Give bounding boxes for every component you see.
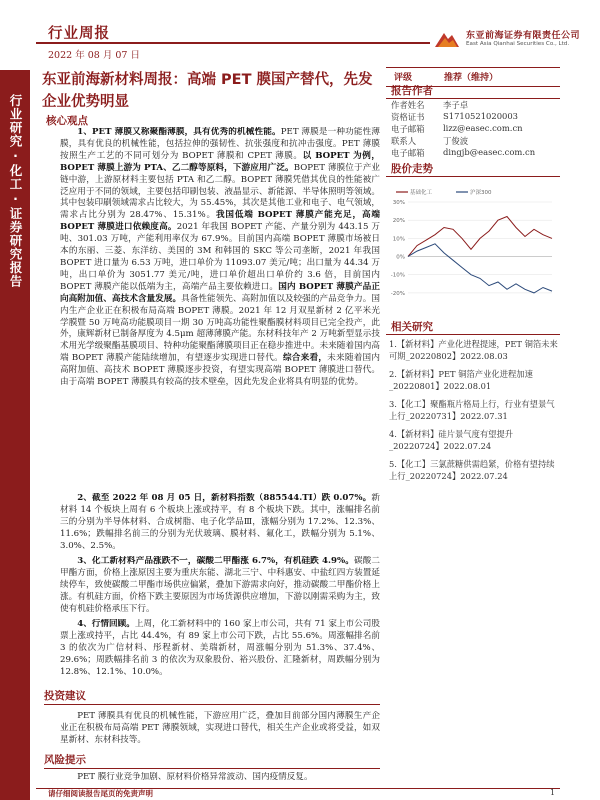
author-row xyxy=(391,135,469,147)
page-number: 1 xyxy=(550,788,556,797)
chart-series-line xyxy=(408,244,552,293)
header-rule xyxy=(36,42,430,44)
sidebar xyxy=(0,70,30,800)
invest-rule xyxy=(44,704,380,705)
rating-label: 评级 xyxy=(394,73,413,83)
chart-y-tick-label: -20% xyxy=(390,290,405,297)
chart-rule xyxy=(386,176,560,177)
p1-lead-b: 以 BOPET 为例，BOPET 薄膜上游为 PTA、乙二醇等原料，下游应用广泛。 xyxy=(60,150,380,173)
author-row-key: 电子邮箱 xyxy=(391,148,425,158)
author-row-key: 资格证书 xyxy=(391,112,425,122)
stock-price-chart xyxy=(386,180,560,315)
legend-label-1: 基础化工 xyxy=(410,190,433,196)
paragraph-4 xyxy=(60,619,380,681)
p1-text-c: BOPET 薄膜位于产业链中游，上游原材料主要包括 PTA 和乙二醇。BOPET 薄膜凭借其优良的性能被广泛应用于不同的领域，主要包括印刷包装、液晶显示、新能源、半导体照明等领域。其中包装印刷领域需求占比较大，为 55.45%，其次是其他工业和电子、电气领域，需求占比分别为 28.47%、15.31%。 xyxy=(60,162,380,221)
author-row xyxy=(391,99,469,111)
report-title: 东亚前海新材料周报：高端 PET 膜国产替代，先发企业优势明显 xyxy=(42,72,373,110)
authors-heading: 报告作者 xyxy=(391,85,433,97)
chart-y-ticks xyxy=(391,200,405,297)
p1-text-a: PET 薄膜是一种功能性薄膜，具有优良的机械性能，包括拉伸的强韧性、抗张强度和抗冲击强度。PET 薄膜按照生产工艺的不同可划分为 BOPET 薄膜和 CPET 薄膜。 xyxy=(60,127,380,161)
author-row-key: 作者姓名 xyxy=(391,100,425,110)
author-row xyxy=(391,123,523,135)
p1-text-g: 具备性能领先、高附加值以及较强的产品竞争力。国内生产企业正在积极布局高端 BOPET 薄膜。2021 年 12 月双星新材 2 亿平米光学膜暨 50 万吨高功能膜项目一期 30 万吨高功能性聚酯膜材料项目已完全投产，此外，康辉新材已制备厚度为 4.5μm 超薄薄膜产能。东材科技年产 2 万吨新型显示技术用光学级聚酯基膜项目、特种功能聚酯薄膜项目正在稳步推进中。未来随着国内高端 BOPET 薄膜产能陆续增加，有望逐步实现进口替代。 xyxy=(60,293,380,364)
author-email-link[interactable]: dingjb@easec.com.cn xyxy=(443,147,536,157)
company-name-cn: 东亚前海证券有限责任公司 xyxy=(466,31,581,41)
section-core-heading: 核心观点 xyxy=(46,115,88,127)
p1-text-e: 2021 年我国 BOPET 产能、产量分别为 443.15 万吨、301.03 万吨，产能利用率仅为 67.9%。目前国内高端 BOPET 薄膜市场被日本的东丽、三菱、东洋纺、美国的 3M 和韩国的 SKC 等公司垄断，2021 年我国 BOPET 进口量为 6.53 万吨，进口单价为 11093.07 美元/吨；出口量为 44.34 万吨，出口单价为 3051.77 美元/吨，进口单价超出口单价约 3.6 倍，目前国内 BOPET 薄膜产能以低端为主，高端产品主要依赖进口。 xyxy=(60,222,380,292)
invest-paragraph: PET 薄膜具有优良的机械性能，下游应用广泛，叠加目前部分国内薄膜生产企业正在积极布局高端 PET 薄膜领域，实现进口替代，相关生产企业或将受益，如双星新材、东材科技等。 xyxy=(60,711,380,745)
related-rule xyxy=(386,334,560,335)
company-logo-icon xyxy=(432,29,462,51)
chart-series xyxy=(408,217,552,293)
legend-label-2: 沪深300 xyxy=(470,190,492,196)
p4-lead: 4、行情回顾。 xyxy=(77,619,135,629)
section-invest-heading: 投资建议 xyxy=(44,690,86,702)
rating-value: 推荐（维持） xyxy=(444,73,499,83)
sidebar-label: 行业研究·化工·证券研究报告 xyxy=(8,94,23,288)
related-heading: 相关研究 xyxy=(391,321,433,333)
related-link[interactable]: 1.【新材料】产业化进程提速，PET 铜箔未来可期_20220802】2022.08.03 xyxy=(389,339,558,361)
p1-lead-h: 综合来看， xyxy=(282,353,328,364)
chart-grid xyxy=(408,202,552,293)
chart-y-tick-label: 30% xyxy=(392,200,405,206)
chart-y-tick-label: 10% xyxy=(392,236,405,243)
chart-y-tick-label: -10% xyxy=(390,272,405,279)
risk-rule xyxy=(44,768,380,769)
paragraph-1 xyxy=(60,127,380,492)
related-link[interactable]: 5.【化工】三氯蔗糖供需趋紧，价格有望持续上行_20220724】2022.07.24 xyxy=(389,459,555,481)
chart-y-tick-label: 0% xyxy=(396,254,405,261)
header-title: 行业周报 xyxy=(48,26,110,42)
paragraph-3 xyxy=(60,556,380,618)
company-name-en: East Asia Qianhai Securities Co., Ltd. xyxy=(466,41,570,47)
p1-lead-d: 我国低端 BOPET 薄膜产能充足，高端 BOPET 薄膜进口依赖度高。 xyxy=(60,210,380,233)
disclaimer-note: 请仔细阅读报告尾页的免责声明 xyxy=(48,789,153,798)
chart-y-tick-label: 20% xyxy=(392,218,405,225)
p3-lead: 3、化工新材料产品涨跌不一，碳酸二甲酯涨 6.7%，有机硅跌 4.9%。 xyxy=(77,556,354,566)
p1-lead-f: 国内 BOPET 薄膜产品正向高附加值、高技术含量发展。 xyxy=(60,281,380,304)
related-link[interactable]: 4.【新材料】硅片景气度有望提升_20220724】2022.07.24 xyxy=(389,429,514,451)
author-row xyxy=(391,111,519,123)
author-row-value: 丁俊波 xyxy=(443,136,469,146)
author-row-key: 电子邮箱 xyxy=(391,124,425,134)
p2-lead: 2、截至 2022 年 08 月 05 日，新材料指数（885544.TI）跌 0.07%。 xyxy=(77,493,372,503)
paragraph-2 xyxy=(60,493,380,555)
author-row xyxy=(391,147,536,159)
author-email-link[interactable]: lizz@easec.com.cn xyxy=(443,123,523,133)
chart-legend xyxy=(396,188,492,196)
p1-text-i: 未来随着国内高附加值、高技术 BOPET 薄膜逐步投资，有望实现高端 BOPET 薄膜进口替代。由于高端 BOPET 薄膜具有较高的技术壁垒，因此先发企业将具有明显的优势。 xyxy=(60,353,380,388)
risk-paragraph: PET 膜行业竞争加剧、原材料价格异常波动、国内疫情反复。 xyxy=(77,772,313,782)
p1-lead: 1、PET 薄膜又称聚酯薄膜，具有优秀的机械性能。 xyxy=(77,127,281,137)
rating-top-rule xyxy=(386,67,560,68)
related-link[interactable]: 2.【新材料】PET 铜箔产业化进程加速_20220801】2022.08.01 xyxy=(389,369,533,391)
report-date: 2022 年 08 月 07 日 xyxy=(48,50,140,61)
author-row-key: 联系人 xyxy=(391,136,417,146)
p2-text: 新材料 14 个板块上周有 6 个板块上涨或持平，有 8 个板块下跌。其中，涨幅排名前三的分别为半导体材料、合成树脂、电子化学品Ⅲ，涨幅分别为 17.2%、12.3%、11.6%；跌幅排名前三的分别为光伏玻璃、膜材料、氟化工，跌幅分别为 5.1%、3.0%、2.5%。 xyxy=(60,493,380,551)
section-risk-heading: 风险提示 xyxy=(44,754,86,766)
chart-series-line xyxy=(408,217,552,257)
author-row-value: 李子卓 xyxy=(443,100,469,110)
author-row-value: S1710521020003 xyxy=(443,111,519,121)
p4-text: 上周，化工新材料中的 160 家上市公司，共有 71 家上市公司股票上涨或持平，占比 44.4%，有 89 家上市公司下跌，占比 55.6%。周涨幅排名前 3 的依次为广信材料、彤程新材、美瑞新材，周涨幅分别为 51.3%、37.4%、29.6%；周跌幅排名前 3 的依次为双象股份、裕兴股份、汇隆新材，周跌幅分别为 12.8%、12.1%、10.0%。 xyxy=(60,619,380,677)
p3-text: 碳酸二甲酯方面，价格上涨原因主要为重庆东能、湖北三宁、中科惠安、中盐红四方装置延续停车，致使碳酸二甲酯市场供应偏紧，叠加下游需求向好，推动碳酸二甲酯价格上涨。有机硅方面，价格下跌主要原因为市场货源供应增加，下游以刚需采购为主，致使有机硅价格承压下行。 xyxy=(60,556,380,614)
chart-heading: 股价走势 xyxy=(391,163,433,175)
related-link[interactable]: 3.【化工】聚酯瓶片格局上行，行业有望景气上行_20220731】2022.07.31 xyxy=(389,399,555,421)
